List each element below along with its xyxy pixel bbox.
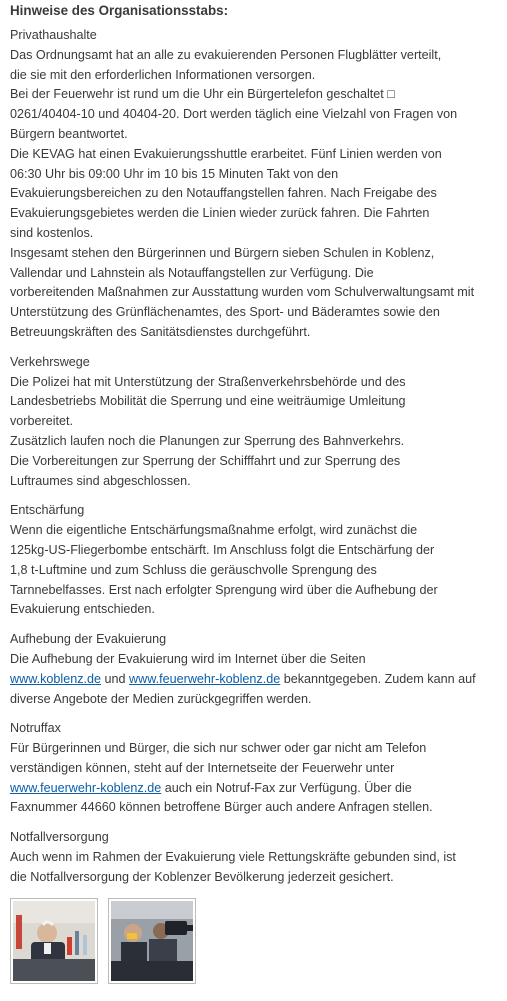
- text-line: Auch wenn im Rahmen der Evakuierung viele Rettungskräfte gebunden sind, ist: [10, 850, 456, 865]
- section-title: Aufhebung der Evakuierung: [10, 632, 167, 647]
- text-line: Zusätzlich laufen noch die Planungen zur Sperrung des Bahnverkehrs.: [10, 433, 405, 448]
- text-line: Evakuierungsbereichen zu den Notauffangstellen fahren. Nach Freigabe des: [10, 186, 437, 201]
- text-fragment: und: [101, 671, 130, 686]
- text-line: Tarnnebelfasses. Erst nach erfolgter Sprengung wird über die Aufhebung der: [10, 582, 438, 597]
- text-line: Landesbetriebs Mobilität die Sperrung und eine weiträumige Umleitung: [10, 394, 406, 409]
- text-line: Das Ordnungsamt hat an alle zu evakuierenden Personen Flugblätter verteilt,: [10, 47, 442, 62]
- text-line: 1,8 t-Luftmine und zum Schluss die geräuschvolle Sprengung des: [10, 562, 377, 577]
- text-line: Evakuierung entschieden.: [10, 602, 155, 617]
- text-line: Wenn die eigentliche Entschärfungsmaßnahme erfolgt, wird zunächst die: [10, 523, 418, 538]
- text-line: vorbereitenden Maßnahmen zur Ausstattung wurden vom Schulverwaltungsamt mit: [10, 285, 475, 300]
- text-fragment: auch ein Notruf-Fax zur Verfügung. Über die: [161, 780, 412, 795]
- section-verkehrswege: [10, 353, 501, 492]
- text-line: verständigen können, steht auf der Internetseite der Feuerwehr unter: [10, 760, 395, 775]
- photo-gallery: [10, 898, 501, 984]
- link-feuerwehr-koblenz[interactable]: www.feuerwehr-koblenz.de: [129, 671, 281, 686]
- section-aufhebung: [10, 630, 501, 709]
- section-title: Verkehrswege: [10, 354, 90, 369]
- press-conference-photo: [13, 901, 95, 981]
- media-cameras-photo: [111, 901, 193, 981]
- section-notfallversorgung: [10, 828, 501, 887]
- text-line: Bei der Feuerwehr ist rund um die Uhr ein Bürgertelefon geschaltet □: [10, 87, 395, 102]
- text-line: Die Aufhebung der Evakuierung wird im Internet über die Seiten: [10, 651, 366, 666]
- text-line: Die Vorbereitungen zur Sperrung der Schifffahrt und zur Sperrung des: [10, 453, 401, 468]
- section-title: Entschärfung: [10, 503, 85, 518]
- page-heading: Hinweise des Organisationsstabs:: [10, 3, 229, 18]
- section-title: Notruffax: [10, 721, 61, 736]
- text-line: diverse Angebote der Medien zurückgegriffen werden.: [10, 691, 312, 706]
- link-feuerwehr-koblenz[interactable]: www.feuerwehr-koblenz.de: [10, 780, 162, 795]
- text-line: [10, 779, 501, 799]
- text-fragment: bekanntgegeben. Zudem kann auf: [280, 671, 476, 686]
- section-entschaerfung: [10, 501, 501, 620]
- text-line: Insgesamt stehen den Bürgerinnen und Bürgern sieben Schulen in Koblenz,: [10, 245, 435, 260]
- text-line: Vallendar und Lahnstein als Notauffangstellen zur Verfügung. Die: [10, 265, 374, 280]
- link-koblenz[interactable]: www.koblenz.de: [10, 671, 102, 686]
- section-notruffax: [10, 719, 501, 818]
- text-line: Evakuierungsgebietes werden die Linien wieder zurück fahren. Die Fahrten: [10, 206, 430, 221]
- text-line: Unterstützung des Grünflächenamtes, des Sport- und Bäderamtes sowie den: [10, 305, 440, 320]
- text-line: Betreuungskräften des Sanitätsdienstes durchgeführt.: [10, 324, 311, 339]
- text-line: Bürgern beantwortet.: [10, 126, 128, 141]
- photo-thumbnail-media[interactable]: [108, 898, 196, 984]
- text-line: [10, 670, 501, 690]
- text-line: Die Polizei hat mit Unterstützung der Straßenverkehrsbehörde und des: [10, 374, 406, 389]
- text-line: Die KEVAG hat einen Evakuierungsshuttle erarbeitet. Fünf Linien werden von: [10, 146, 442, 161]
- text-line: 125kg-US-Fliegerbombe entschärft. Im Anschluss folgt die Entschärfung der: [10, 542, 435, 557]
- text-line: Luftraumes sind abgeschlossen.: [10, 473, 191, 488]
- text-line: die Notfallversorgung der Koblenzer Bevölkerung jederzeit gesichert.: [10, 869, 394, 884]
- text-line: Für Bürgerinnen und Bürger, die sich nur schwer oder gar nicht am Telefon: [10, 741, 427, 756]
- text-line: 06:30 Uhr bis 09:00 Uhr im 10 bis 15 Minuten Takt von den: [10, 166, 339, 181]
- text-line: sind kostenlos.: [10, 225, 94, 240]
- section-privathaushalte: [10, 26, 501, 343]
- section-title: Privathaushalte: [10, 28, 97, 42]
- photo-thumbnail-press-conference[interactable]: [10, 898, 98, 984]
- text-line: 0261/40404-10 und 40404-20. Dort werden täglich eine Vielzahl von Fragen von: [10, 107, 458, 122]
- text-line: die sie mit den erforderlichen Informationen versorgen.: [10, 67, 316, 82]
- text-line: Faxnummer 44660 können betroffene Bürger auch andere Anfragen stellen.: [10, 800, 433, 815]
- text-line: vorbereitet.: [10, 414, 73, 429]
- section-title: Notfallversorgung: [10, 830, 109, 845]
